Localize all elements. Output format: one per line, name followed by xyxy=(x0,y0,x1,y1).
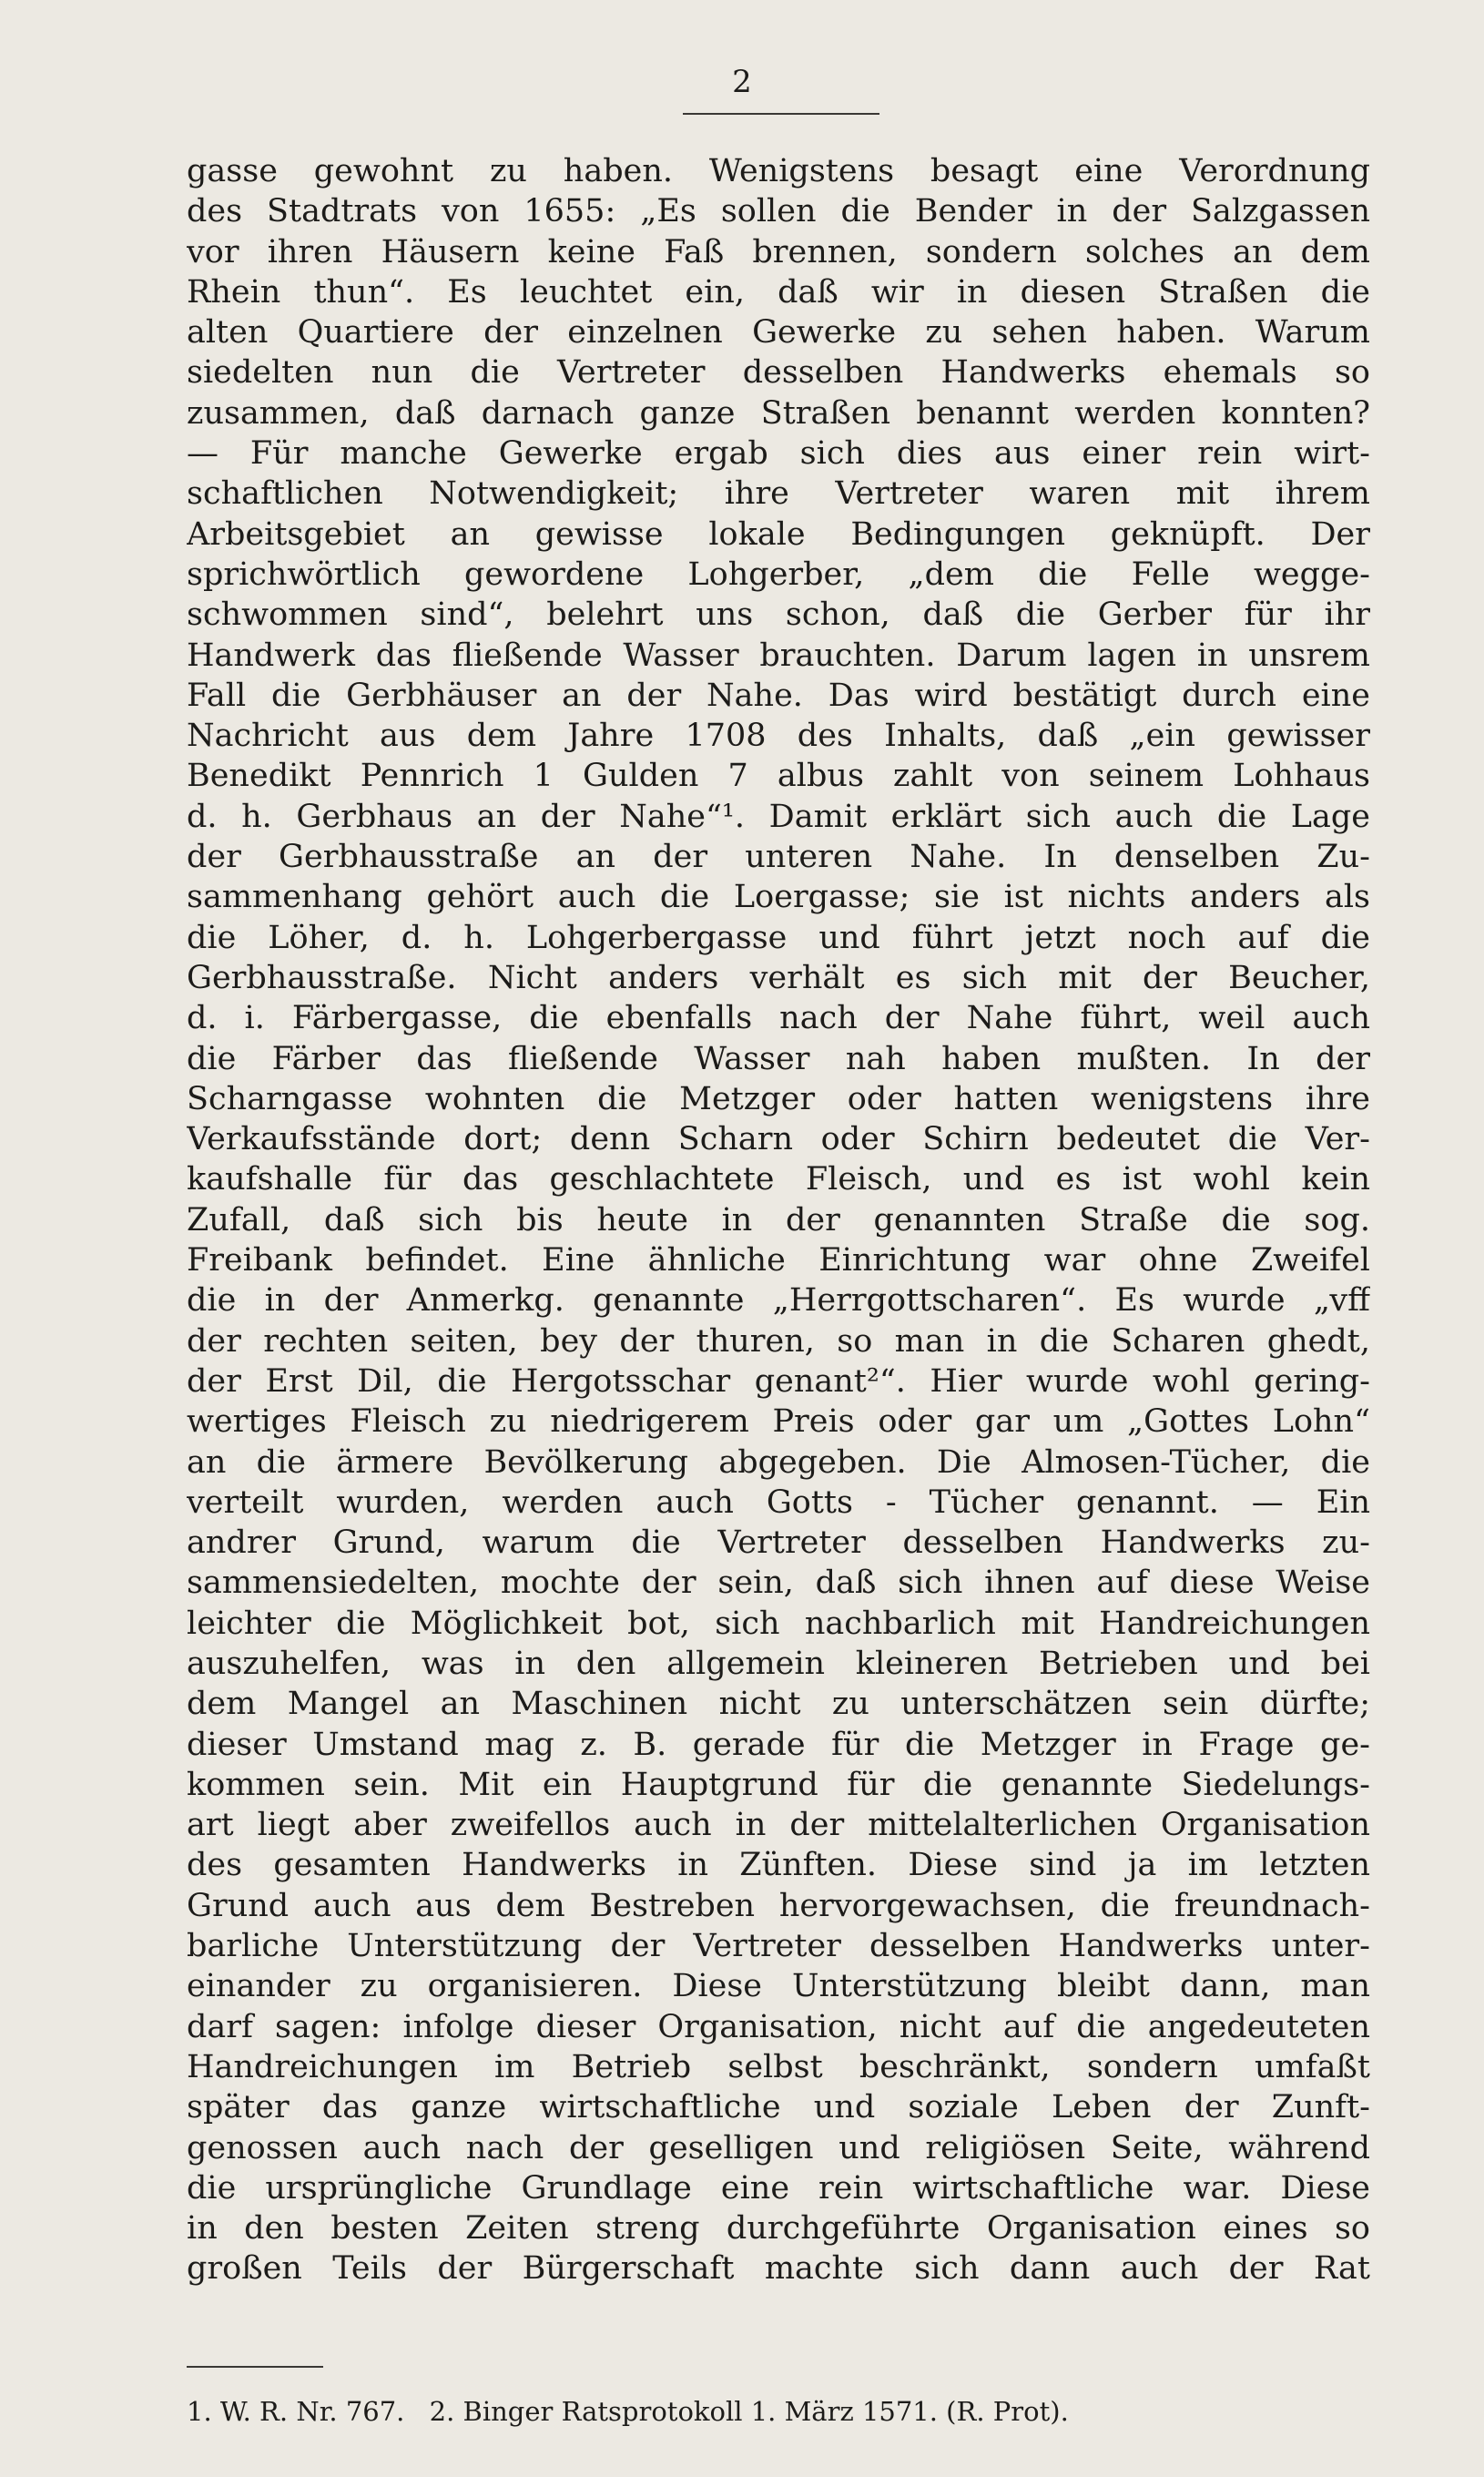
text-line: Grund auch aus dem Bestreben hervorgewachsen, die freundnach- xyxy=(187,1887,1370,1924)
text-line: gasse gewohnt zu haben. Wenigstens besagt eine Verordnung xyxy=(187,153,1370,189)
text-line: die in der Anmerkg. genannte „Herrgottscharen“. Es wurde „vff xyxy=(187,1282,1370,1320)
text-line: d. i. Färbergasse, die ebenfalls nach der Nahe führt, weil auch xyxy=(187,1000,1370,1037)
text-line: art liegt aber zweifellos auch in der mittelalterlichen Organisation xyxy=(187,1807,1370,1844)
page-number: 2 xyxy=(732,64,752,100)
text-line: des Stadtrats von 1655: „Es sollen die Bender in der Salzgassen xyxy=(187,193,1370,230)
text-line: einander zu organisieren. Diese Unterstützung bleibt dann, man xyxy=(187,1968,1370,2005)
text-line: auszuhelfen, was in den allgemein kleineren Betrieben und bei xyxy=(187,1645,1370,1682)
text-line: schaftlichen Notwendigkeit; ihre Vertreter waren mit ihrem xyxy=(187,475,1370,513)
text-line: zusammen, daß darnach ganze Straßen benannt werden konnten? xyxy=(187,394,1370,432)
text-line: Handreichungen im Betrieb selbst beschränkt, sondern umfaßt xyxy=(187,2048,1370,2085)
text-line: genossen auch nach der geselligen und religiösen Seite, während xyxy=(187,2129,1370,2166)
text-line: später das ganze wirtschaftliche und soziale Leben der Zunft- xyxy=(187,2089,1370,2126)
text-line: die ursprüngliche Grundlage eine rein wirtschaftliche war. Diese xyxy=(187,2169,1370,2207)
text-line: wertiges Fleisch zu niedrigerem Preis oder gar um „Gottes Lohn“ xyxy=(187,1403,1370,1441)
text-line: des gesamten Handwerks in Zünften. Diese sind ja im letzten xyxy=(187,1847,1370,1884)
text-line: andrer Grund, warum die Vertreter desselben Handwerks zu- xyxy=(187,1524,1370,1562)
text-line: Verkaufsstände dort; denn Scharn oder Schirn bedeutet die Ver- xyxy=(187,1121,1370,1158)
text-line: kommen sein. Mit ein Hauptgrund für die genannte Siedelungs- xyxy=(187,1766,1370,1803)
footnotes xyxy=(187,2395,1370,2428)
text-line: barliche Unterstützung der Vertreter desselben Handwerks unter- xyxy=(187,1928,1370,1965)
text-line: verteilt wurden, werden auch Gotts - Tücher genannt. — Ein xyxy=(187,1483,1370,1521)
text-line: kaufshalle für das geschlachtete Fleisch, und es ist wohl kein xyxy=(187,1161,1370,1198)
text-line: der Gerbhausstraße an der unteren Nahe. In denselben Zu- xyxy=(187,839,1370,876)
text-line: an die ärmere Bevölkerung abgegeben. Die Almosen-Tücher, die xyxy=(187,1443,1370,1481)
body-text xyxy=(187,151,1370,2289)
text-line: der rechten seiten, bey der thuren, so man in die Scharen ghedt, xyxy=(187,1322,1370,1360)
text-line: darf sagen: infolge dieser Organisation, nicht auf die angedeuteten xyxy=(187,2008,1370,2045)
text-line: Benedikt Pennrich 1 Gulden 7 albus zahlt von seinem Lohhaus xyxy=(187,758,1370,795)
text-line: Arbeitsgebiet an gewisse lokale Bedingungen geknüpft. Der xyxy=(187,515,1370,553)
text-line: vor ihren Häusern keine Faß brennen, sondern solches an dem xyxy=(187,233,1370,270)
text-line: sprichwörtlich gewordene Lohgerber, „dem die Felle wegge- xyxy=(187,556,1370,593)
text-line: Scharngasse wohnten die Metzger oder hatten wenigstens ihre xyxy=(187,1080,1370,1117)
text-line: leichter die Möglichkeit bot, sich nachbarlich mit Handreichungen xyxy=(187,1605,1370,1642)
footnote-2: 2. Binger Ratsprotokoll 1. März 1571. (R. Prot). xyxy=(429,2396,1069,2427)
text-line: siedelten nun die Vertreter desselben Handwerks ehemals so xyxy=(187,354,1370,392)
header-rule xyxy=(683,113,879,115)
text-line: Zufall, daß sich bis heute in der genannten Straße die sog. xyxy=(187,1201,1370,1238)
footnote-rule xyxy=(187,2366,323,2368)
text-line: Nachricht aus dem Jahre 1708 des Inhalts, daß „ein gewisser xyxy=(187,718,1370,755)
text-line: die Löher, d. h. Lohgerbergasse und führt jetzt noch auf die xyxy=(187,919,1370,956)
text-line: Fall die Gerbhäuser an der Nahe. Das wird bestätigt durch eine xyxy=(187,677,1370,714)
text-line: der Erst Dil, die Hergotsschar genant²“. Hier wurde wohl gering- xyxy=(187,1362,1370,1400)
text-line: Freibank befindet. Eine ähnliche Einrichtung war ohne Zweifel xyxy=(187,1242,1370,1279)
text-line: schwommen sind“, belehrt uns schon, daß die Gerber für ihr xyxy=(187,596,1370,634)
text-line: Gerbhausstraße. Nicht anders verhält es sich mit der Beucher, xyxy=(187,959,1370,996)
text-line: — Für manche Gewerke ergab sich dies aus einer rein wirt- xyxy=(187,435,1370,473)
text-line: alten Quartiere der einzelnen Gewerke zu sehen haben. Warum xyxy=(187,314,1370,352)
text-line: in den besten Zeiten streng durchgeführte Organisation eines so xyxy=(187,2210,1370,2248)
text-line: dem Mangel an Maschinen nicht zu unterschätzen sein dürfte; xyxy=(187,1686,1370,1723)
text-line: dieser Umstand mag z. B. gerade für die Metzger in Frage ge- xyxy=(187,1726,1370,1763)
text-line: Rhein thun“. Es leuchtet ein, daß wir in diesen Straßen die xyxy=(187,273,1370,311)
footnote-1: 1. W. R. Nr. 767. xyxy=(187,2396,405,2427)
text-line: sammensiedelten, mochte der sein, daß sich ihnen auf diese Weise xyxy=(187,1565,1370,1602)
text-line: Handwerk das fließende Wasser brauchten. Darum lagen in unsrem xyxy=(187,637,1370,674)
text-line: sammenhang gehört auch die Loergasse; sie ist nichts anders als xyxy=(187,879,1370,916)
text-line: großen Teils der Bürgerschaft machte sich dann auch der Rat xyxy=(187,2250,1370,2288)
text-line: die Färber das fließende Wasser nah haben mußten. In der xyxy=(187,1040,1370,1077)
text-line: d. h. Gerbhaus an der Nahe“¹. Damit erklärt sich auch die Lage xyxy=(187,798,1370,835)
